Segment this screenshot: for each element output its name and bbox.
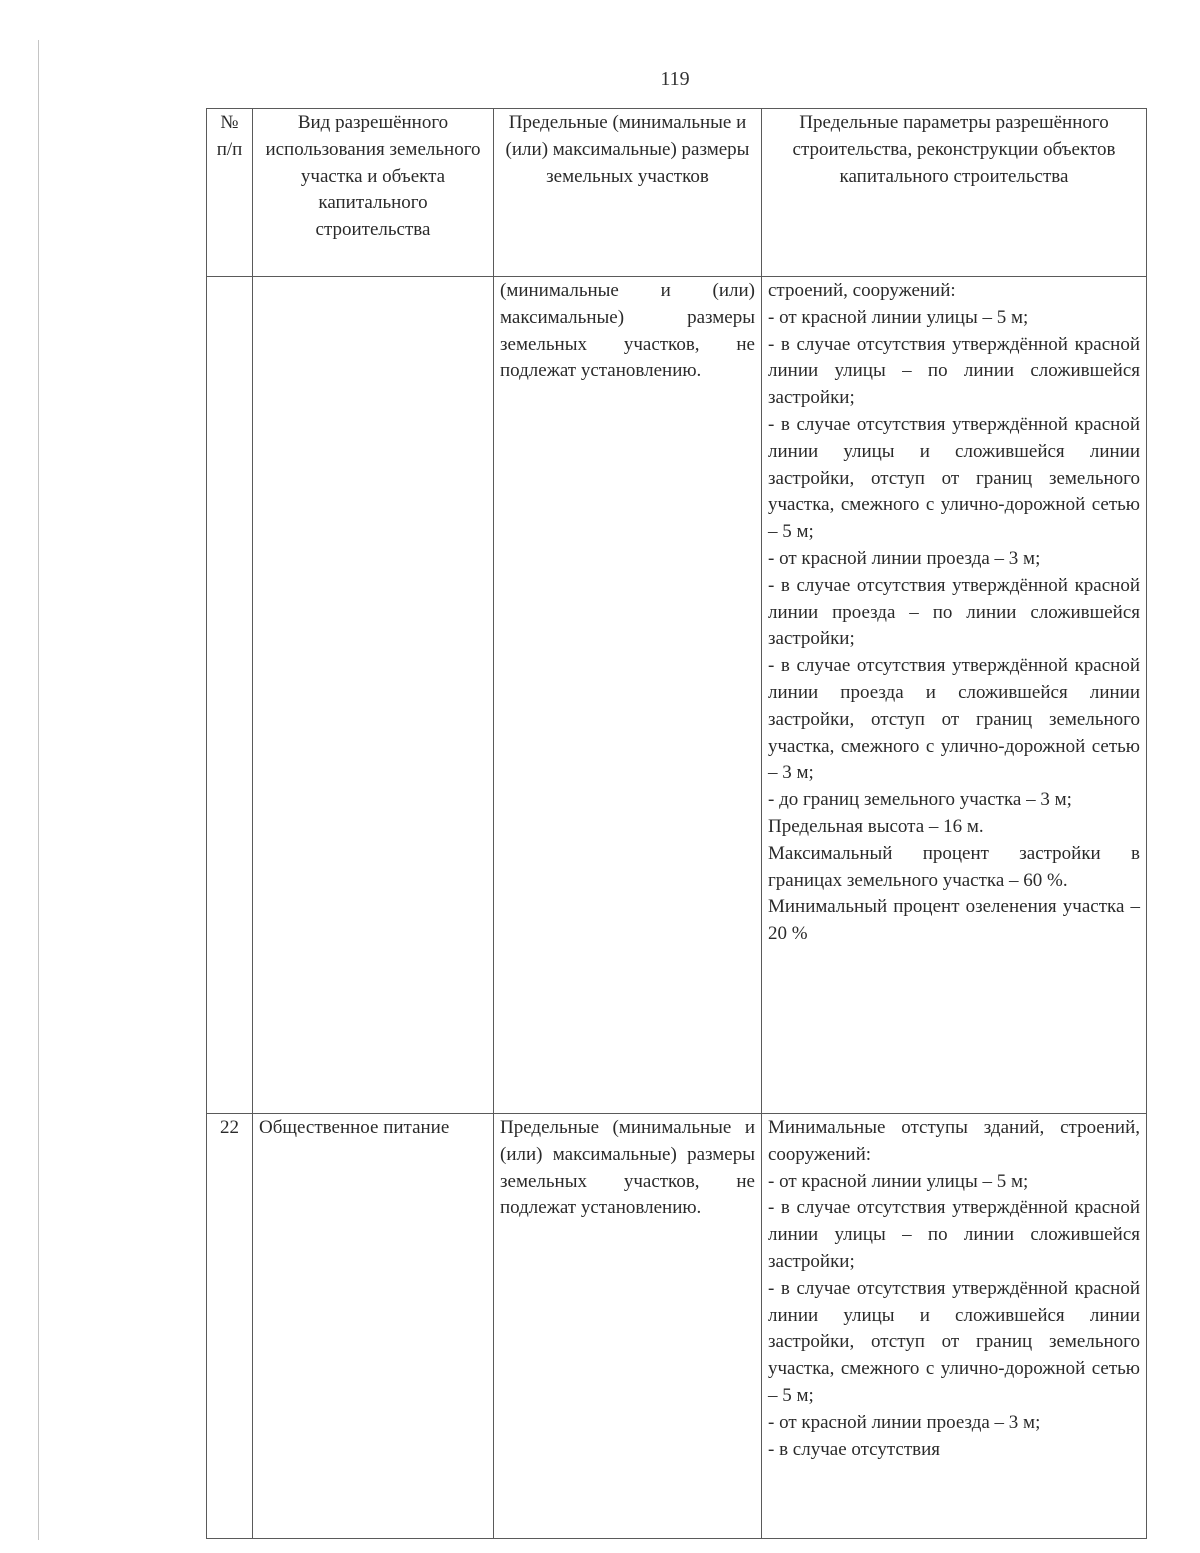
row-use-type: Общественное питание	[253, 1114, 494, 1539]
row-params	[762, 277, 1147, 1114]
header-sizes: Предельные (минимальные и (или) максимальные) размеры земельных участков	[494, 109, 762, 277]
param-line: Минимальный процент озеленения участка – 20 %	[768, 896, 1140, 945]
header-params: Предельные параметры разрешённого строительства, реконструкции объектов капитального строительства	[762, 109, 1147, 277]
row-use-type	[253, 277, 494, 1114]
param-line: - в случае отсутствия утверждённой красной линии улицы – по линии сложившейся застройки;	[768, 1197, 1140, 1272]
row-sizes: Предельные (минимальные и (или) максимальные) размеры земельных участков, не подлежат установлению.	[494, 1114, 762, 1539]
param-line: - в случае отсутствия утверждённой красной линии улицы – по линии сложившейся застройки;	[768, 333, 1140, 409]
param-line: строений, сооружений:	[768, 280, 956, 301]
param-line: - в случае отсутствия	[768, 1438, 941, 1460]
param-line: - от красной линии улицы – 5 м;	[768, 1170, 1029, 1192]
page-number: 119	[660, 68, 690, 90]
param-line: Предельная высота – 16 м.	[768, 815, 984, 837]
param-line: - от красной линии улицы – 5 м;	[768, 306, 1029, 328]
param-line: - от красной линии проезда – 3 м;	[768, 547, 1041, 569]
param-line: - в случае отсутствия утверждённой красной линии улицы и сложившейся линии застройки, отступ от границ земельного участка, смежного с улично-дорожной сетью – 5 м;	[768, 1277, 1140, 1406]
row-num: 22	[207, 1114, 253, 1539]
header-num: № п/п	[207, 109, 253, 277]
header-use-type: Вид разрешённого использования земельного участка и объекта капитального строительства	[253, 109, 494, 277]
param-line: - в случае отсутствия утверждённой красной линии улицы и сложившейся линии застройки, отступ от границ земельного участка, смежного с улично-дорожной сетью – 5 м;	[768, 413, 1140, 543]
param-line: - от красной линии проезда – 3 м;	[768, 1411, 1041, 1433]
row-params	[762, 1114, 1147, 1539]
param-line: - в случае отсутствия утверждённой красной линии проезда и сложившейся линии застройки, отступ от границ земельного участка, смежного с улично-дорожной сетью – 3 м;	[768, 655, 1140, 784]
row-num	[207, 277, 253, 1114]
row-sizes: (минимальные и (или) максимальные) размеры земельных участков, не подлежат установлению.	[494, 277, 762, 1114]
param-line: Минимальные отступы зданий, строений, сооружений:	[768, 1117, 1140, 1165]
table-header-row	[207, 109, 1147, 277]
regulations-table	[206, 108, 1147, 1539]
param-line: - в случае отсутствия утверждённой красной линии проезда – по линии сложившейся застройки;	[768, 574, 1140, 650]
param-line: Максимальный процент застройки в границах земельного участка – 60 %.	[768, 842, 1140, 891]
table-row	[207, 1114, 1147, 1539]
table-row	[207, 277, 1147, 1114]
page-margin-line	[38, 40, 39, 1540]
param-line: - до границ земельного участка – 3 м;	[768, 789, 1072, 811]
